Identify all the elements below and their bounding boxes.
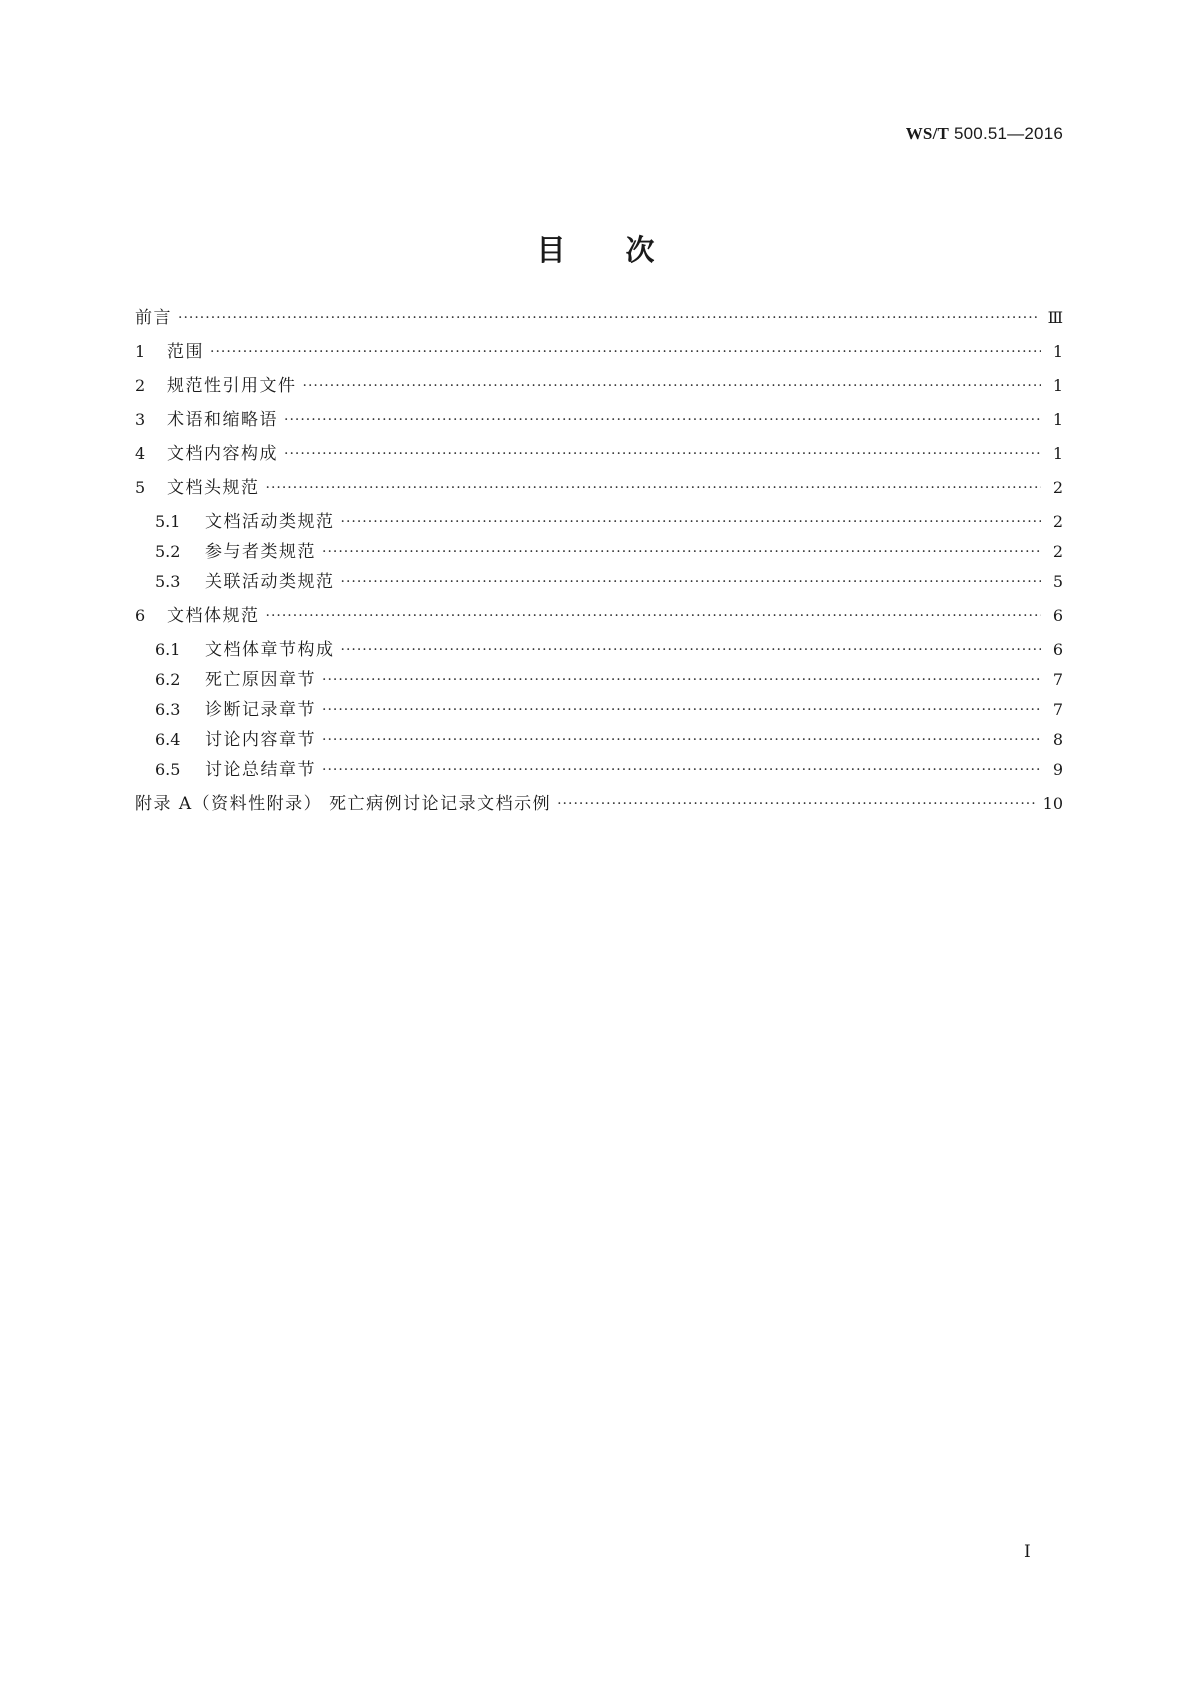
toc-entry-number: 5.3 xyxy=(155,572,181,591)
toc-entry-number: 3 xyxy=(135,410,146,429)
dot-leader xyxy=(303,376,1042,396)
toc-entry-number: 5.2 xyxy=(155,542,181,561)
toc-entry-page: 5 xyxy=(1052,572,1063,591)
title-char-2: 次 xyxy=(625,233,655,267)
toc-entry-page: 2 xyxy=(1052,512,1063,531)
toc-entry-number: 2 xyxy=(135,376,146,395)
standard-number: 500.51—2016 xyxy=(953,124,1063,143)
dot-leader xyxy=(210,342,1041,362)
toc-entry-page: 6 xyxy=(1052,606,1063,625)
dot-leader xyxy=(266,478,1042,498)
toc-entry-number: 6.3 xyxy=(155,700,181,719)
toc-entry-title: 参与者类规范 xyxy=(205,542,316,562)
toc-entry-page: 1 xyxy=(1052,444,1063,463)
dot-leader xyxy=(341,572,1042,592)
toc-entry-page: Ⅲ xyxy=(1047,308,1063,327)
dot-leader xyxy=(322,670,1041,690)
toc-entry-title: 讨论内容章节 xyxy=(205,730,316,750)
toc-entry-page: 10 xyxy=(1042,794,1063,813)
page-title xyxy=(0,228,1191,269)
dot-leader xyxy=(322,760,1041,780)
toc-entry-title: 术语和缩略语 xyxy=(167,410,278,430)
toc-entry-number: 1 xyxy=(135,342,146,361)
toc-entry-title: 文档体章节构成 xyxy=(205,640,335,660)
toc-entry-number: 6.1 xyxy=(155,640,181,659)
toc-entry-2[interactable] xyxy=(135,374,1063,398)
standard-prefix: WS/T xyxy=(905,124,950,143)
toc-entry-page: 9 xyxy=(1052,760,1063,779)
toc-entry-title: 关联活动类规范 xyxy=(205,572,335,592)
toc-entry-3[interactable] xyxy=(135,408,1063,432)
toc-entry-6-3[interactable] xyxy=(155,698,1063,722)
toc-entry-6-2[interactable] xyxy=(155,668,1063,692)
dot-leader xyxy=(284,410,1041,430)
toc-entry-number: 4 xyxy=(135,444,146,463)
toc-entry-6-1[interactable] xyxy=(155,638,1063,662)
toc-entry-6-5[interactable] xyxy=(155,758,1063,782)
toc-entry-5-3[interactable] xyxy=(155,570,1063,594)
page-number: I xyxy=(1024,1542,1031,1562)
dot-leader xyxy=(341,512,1042,532)
toc-entry-6[interactable] xyxy=(135,604,1063,628)
toc-entry-title: 文档头规范 xyxy=(167,478,260,498)
toc-entry-page: 2 xyxy=(1052,478,1063,497)
toc-entry-page: 1 xyxy=(1052,342,1063,361)
toc-entry-title: 诊断记录章节 xyxy=(205,700,316,720)
toc-entry-preface[interactable] xyxy=(135,306,1063,330)
toc-entry-title: 附录 A（资料性附录） 死亡病例讨论记录文档示例 xyxy=(135,794,552,814)
dot-leader xyxy=(341,640,1042,660)
toc-entry-title: 规范性引用文件 xyxy=(167,376,297,396)
toc-entry-title: 文档体规范 xyxy=(167,606,260,626)
dot-leader xyxy=(284,444,1041,464)
toc-entry-page: 7 xyxy=(1052,700,1063,719)
dot-leader xyxy=(322,542,1041,562)
toc-entry-4[interactable] xyxy=(135,442,1063,466)
toc-entry-page: 2 xyxy=(1052,542,1063,561)
toc-entry-title: 范围 xyxy=(167,342,204,362)
toc-entry-title: 讨论总结章节 xyxy=(205,760,316,780)
toc-entry-number: 6.4 xyxy=(155,730,181,749)
toc-entry-1[interactable] xyxy=(135,340,1063,364)
toc-entry-page: 7 xyxy=(1052,670,1063,689)
toc-entry-number: 6.2 xyxy=(155,670,181,689)
toc-entry-number: 6 xyxy=(135,606,146,625)
toc-entry-page: 1 xyxy=(1052,376,1063,395)
toc-entry-title: 死亡原因章节 xyxy=(205,670,316,690)
toc-entry-5[interactable] xyxy=(135,476,1063,500)
toc-entry-title: 文档活动类规范 xyxy=(205,512,335,532)
toc-entry-page: 1 xyxy=(1052,410,1063,429)
title-char-1: 目 xyxy=(536,233,566,267)
dot-leader xyxy=(322,730,1041,750)
toc-entry-5-1[interactable] xyxy=(155,510,1063,534)
standard-code xyxy=(906,124,1063,144)
dot-leader xyxy=(557,794,1035,814)
toc-entry-appendix-a[interactable] xyxy=(135,792,1063,816)
toc-entry-page: 8 xyxy=(1052,730,1063,749)
toc-entry-6-4[interactable] xyxy=(155,728,1063,752)
toc-entry-number: 6.5 xyxy=(155,760,181,779)
toc-entry-title: 前言 xyxy=(135,308,172,328)
toc-entry-title: 文档内容构成 xyxy=(167,444,278,464)
toc-entry-number: 5.1 xyxy=(155,512,181,531)
dot-leader xyxy=(322,700,1041,720)
toc-entry-page: 6 xyxy=(1052,640,1063,659)
toc-entry-5-2[interactable] xyxy=(155,540,1063,564)
dot-leader xyxy=(266,606,1042,626)
dot-leader xyxy=(178,308,1040,328)
toc-entry-number: 5 xyxy=(135,478,146,497)
